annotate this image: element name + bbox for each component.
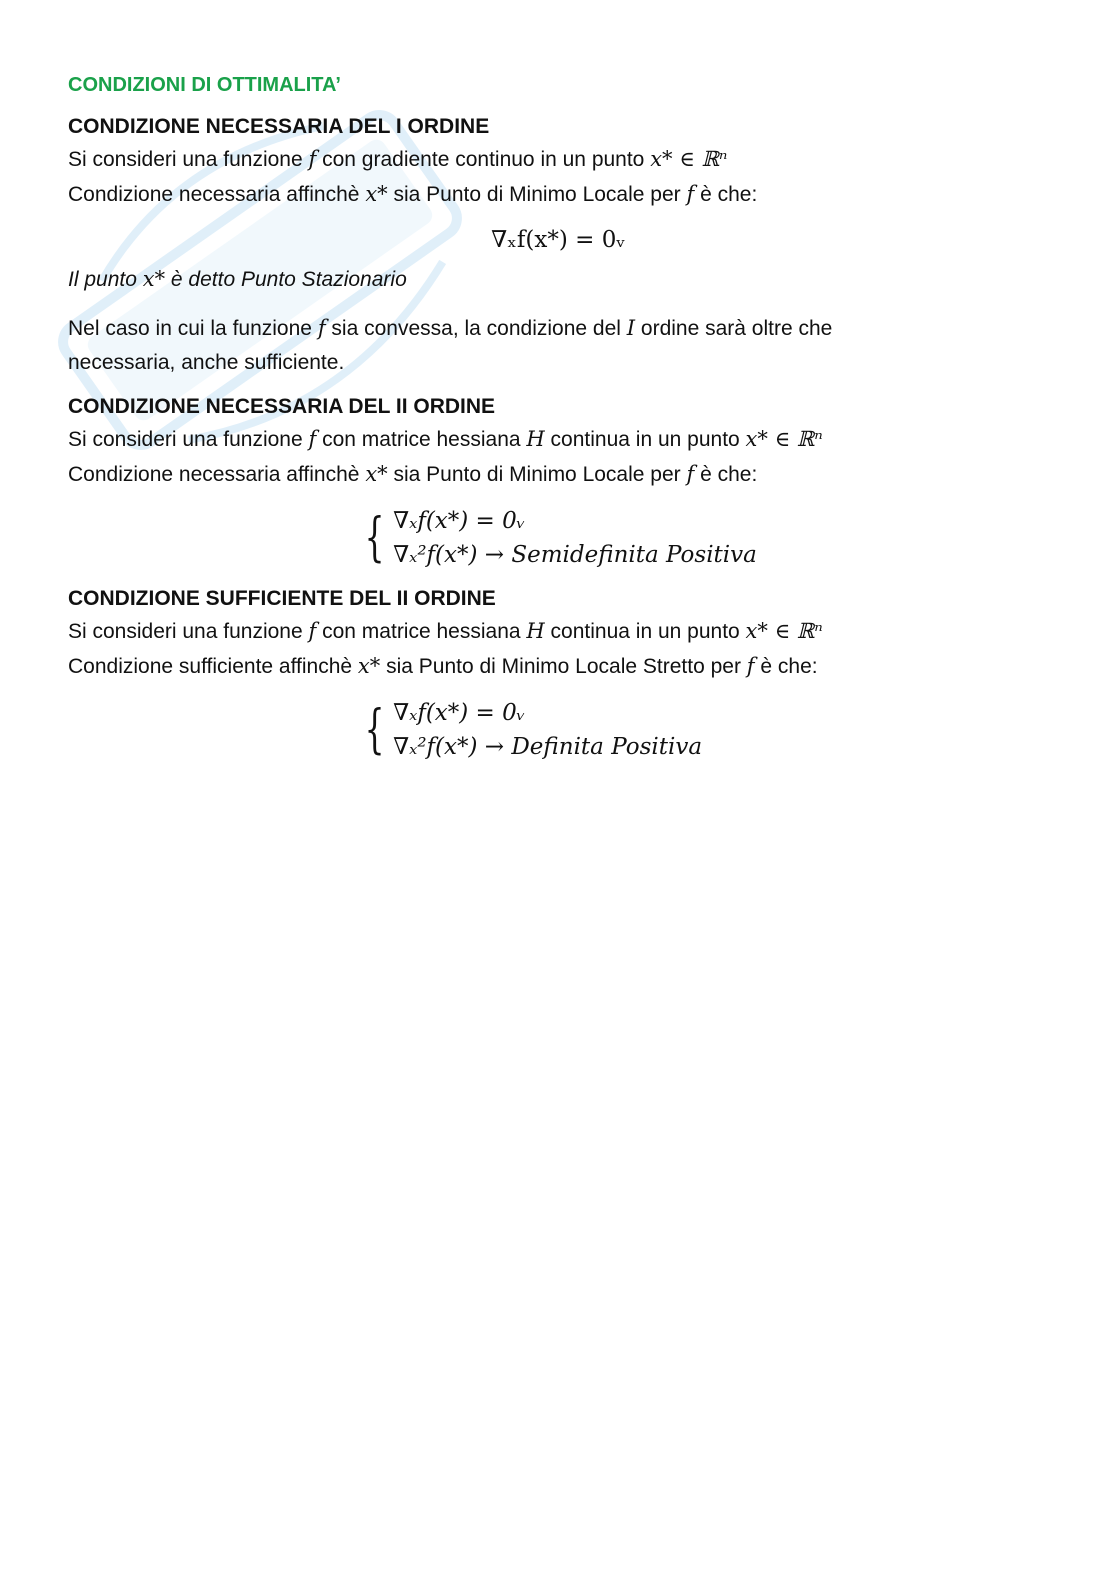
stationary-point-note: Il punto x* è detto Punto Stazionario (68, 267, 407, 291)
text-line: Si consideri una funzione f con gradiente continuo in un punto x* ∈ ℝⁿ (68, 147, 728, 171)
text-line: Si consideri una funzione f con matrice hessiana H continua in un punto x* ∈ ℝⁿ (68, 619, 823, 643)
section-title-first-order: CONDIZIONE NECESSARIA DEL I ORDINE (68, 115, 490, 138)
text-line: Si consideri una funzione f con matrice hessiana H continua in un punto x* ∈ ℝⁿ (68, 427, 823, 451)
equation-stationary: ∇ₓf(x*) = 0ᵥ (491, 227, 625, 253)
section-title-second-order-sufficient: CONDIZIONE SUFFICIENTE DEL II ORDINE (68, 587, 496, 610)
convexity-paragraph-end: necessaria, anche sufficiente. (68, 351, 345, 374)
text-line: Condizione necessaria affinchè x* sia Punto di Minimo Locale per f è che: (68, 462, 758, 486)
document-content (68, 70, 1048, 772)
equation-system-sufficient (358, 696, 1048, 764)
system-line: ∇ₓf(x*) = 0ᵥ (393, 508, 526, 534)
convexity-paragraph: Nel caso in cui la funzione f sia convessa, la condizione del I ordine sarà oltre che (68, 316, 833, 340)
section-title-second-order-necessary: CONDIZIONE NECESSARIA DEL II ORDINE (68, 395, 496, 418)
system-line: ∇ₓf(x*) = 0ᵥ (393, 700, 526, 726)
text-line: Condizione necessaria affinchè x* sia Punto di Minimo Locale per f è che: (68, 182, 758, 206)
system-line: ∇ₓ²f(x*) → Definita Positiva (393, 734, 703, 760)
left-brace: { (364, 700, 385, 760)
text-line: Condizione sufficiente affinchè x* sia Punto di Minimo Locale Stretto per f è che: (68, 654, 818, 678)
left-brace: { (364, 508, 385, 568)
system-line: ∇ₓ²f(x*) → Semidefinita Positiva (393, 542, 757, 568)
equation-system-necessary (358, 504, 1048, 572)
document-heading: CONDIZIONI DI OTTIMALITA’ (68, 74, 341, 96)
